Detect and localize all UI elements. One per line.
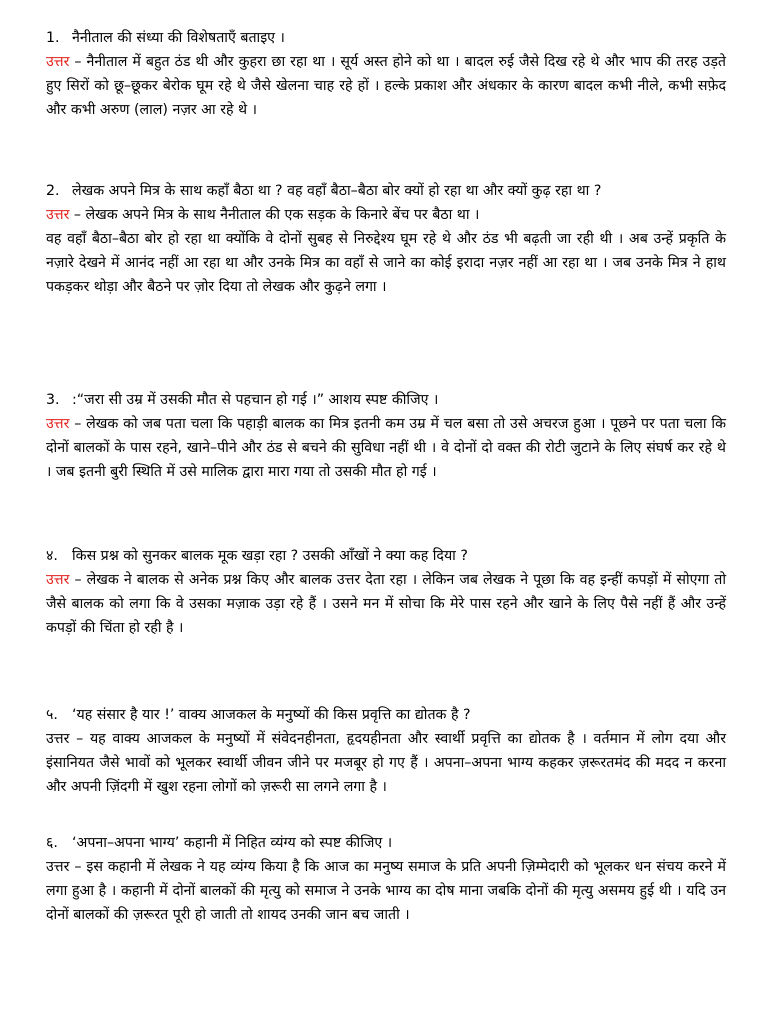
- question-text: किस प्रश्न को सुनकर बालक मूक खड़ा रहा ? उसकी आँखों ने क्या कह दिया ?: [72, 548, 468, 564]
- question-number: 3.: [46, 392, 60, 408]
- question-text: ‘यह संसार है यार !’ वाक्य आजकल के मनुष्यों की किस प्रवृत्ति का द्योतक है ?: [72, 707, 471, 723]
- question-number: ६.: [46, 835, 58, 851]
- qa-item-6: [46, 831, 726, 927]
- answer-text: – यह वाक्य आजकल के मनुष्यों में संवेदनहीनता, हृदयहीनता और स्वार्थी प्रवृत्ति का द्योतक है । वर्तमान में लोग दया और इंसानियत जैसे भावों को भूलकर स्वार्थी जीवन जीने पर मजबूर हो गए हैं । अपना–अपना भाग्य कहकर ज़रूरतमंद की मदद न करना और अपनी ज़िंदगी में खुश रहना लोगों को ज़रूरी सा लगने लगा है ।: [46, 731, 726, 795]
- question: [46, 388, 726, 412]
- answer-label: उत्तर: [46, 54, 70, 70]
- question-text: नैनीताल की संध्या की विशेषताएँ बताइए ।: [72, 30, 285, 46]
- answer: [46, 412, 726, 484]
- qa-item-1: [46, 26, 726, 122]
- question: [46, 703, 726, 727]
- question: [46, 179, 726, 203]
- answer-text: – लेखक को जब पता चला कि पहाड़ी बालक का मित्र इतनी कम उम्र में चल बसा तो उसे अचरज हुआ । पूछने पर पता चला कि दोनों बालकों के पास रहने, खाने–पीने और ठंड से बचने की सुविधा नहीं थी । वे दोनों दो वक्त की रोटी जुटाने के लिए संघर्ष कर रहे थे । जब इतनी बुरी स्थिति में उसे मालिक द्वारा मारा गया तो उसकी मौत हो गई ।: [46, 416, 726, 480]
- answer-continued: वह वहाँ बैठा–बैठा बोर हो रहा था क्योंकि वे दोनों सुबह से निरुद्देश्य घूम रहे थे और ठंड भी बढ़ती जा रही थी । अब उन्हें प्रकृति के नज़ारे देखने में आनंद नहीं आ रहा था और उनके मित्र का वहाँ से जाने का कोई इरादा नज़र नहीं आ रहा था । जब उनके मित्र ने हाथ पकड़कर थोड़ा और बैठने पर ज़ोर दिया तो लेखक और कुढ़ने लगा ।: [46, 231, 726, 295]
- question-number: 2.: [46, 183, 60, 199]
- question: [46, 26, 726, 50]
- answer: [46, 855, 726, 927]
- question: [46, 831, 726, 855]
- qa-item-4: [46, 544, 726, 640]
- question-number: ४.: [46, 548, 58, 564]
- answer: [46, 568, 726, 640]
- answer: [46, 50, 726, 122]
- question: [46, 544, 726, 568]
- answer-label: उत्तर: [46, 572, 70, 588]
- question-number: ५.: [46, 707, 58, 723]
- question-number: 1.: [46, 30, 60, 46]
- question-text: ‘अपना–अपना भाग्य’ कहानी में निहित व्यंग्य को स्पष्ट कीजिए ।: [72, 835, 393, 851]
- answer-label: उत्तर: [46, 731, 70, 747]
- question-text: लेखक अपने मित्र के साथ कहाँ बैठा था ? वह वहाँ बैठा–बैठा बोर क्यों हो रहा था और क्यों कुढ़ रहा था ?: [72, 183, 602, 199]
- qa-item-3: [46, 388, 726, 484]
- answer-text: – लेखक ने बालक से अनेक प्रश्न किए और बालक उत्तर देता रहा । लेकिन जब लेखक ने पूछा कि वह इन्हीं कपड़ों में सोएगा तो जैसे बालक को लगा कि वे उसका मज़ाक उड़ा रहे हैं । उसने मन में सोचा कि मेरे पास रहने और खाने के लिए पैसे नहीं हैं और उन्हें कपड़ों की चिंता हो रही है ।: [46, 572, 726, 636]
- answer-text: – नैनीताल में बहुत ठंड थी और कुहरा छा रहा था । सूर्य अस्त होने को था । बादल रुई जैसे दिख रहे थे और भाप की तरह उड़ते हुए सिरों को छू–छूकर बेरोक घूम रहे थे जैसे खेलना चाह रहे हों । हल्के प्रकाश और अंधकार के कारण बादल कभी नीले, कभी सफ़ेद और कभी अरुण (लाल) नज़र आ रहे थे ।: [46, 54, 726, 118]
- answer-text: – लेखक अपने मित्र के साथ नैनीताल की एक सड़क के किनारे बेंच पर बैठा था ।: [69, 207, 480, 223]
- answer-label: उत्तर: [46, 416, 70, 432]
- question-text: :“जरा सी उम्र में उसकी मौत से पहचान हो गई ।” आशय स्पष्ट कीजिए ।: [72, 392, 439, 408]
- answer: [46, 727, 726, 799]
- answer-text: – इस कहानी में लेखक ने यह व्यंग्य किया है कि आज का मनुष्य समाज के प्रति अपनी ज़िम्मेदारी को भूलकर धन संचय करने में लगा हुआ है । कहानी में दोनों बालकों की मृत्यु को समाज ने उनके भाग्य का दोष माना जबकि दोनों की मृत्यु असमय हुई थी । यदि उन दोनों बालकों की ज़रूरत पूरी हो जाती तो शायद उनकी जान बच जाती ।: [46, 859, 726, 923]
- answer-label: उत्तर: [46, 207, 70, 223]
- qa-item-2: [46, 179, 726, 299]
- answer-label: उत्तर: [46, 859, 70, 875]
- qa-item-5: [46, 703, 726, 799]
- answer: [46, 203, 726, 227]
